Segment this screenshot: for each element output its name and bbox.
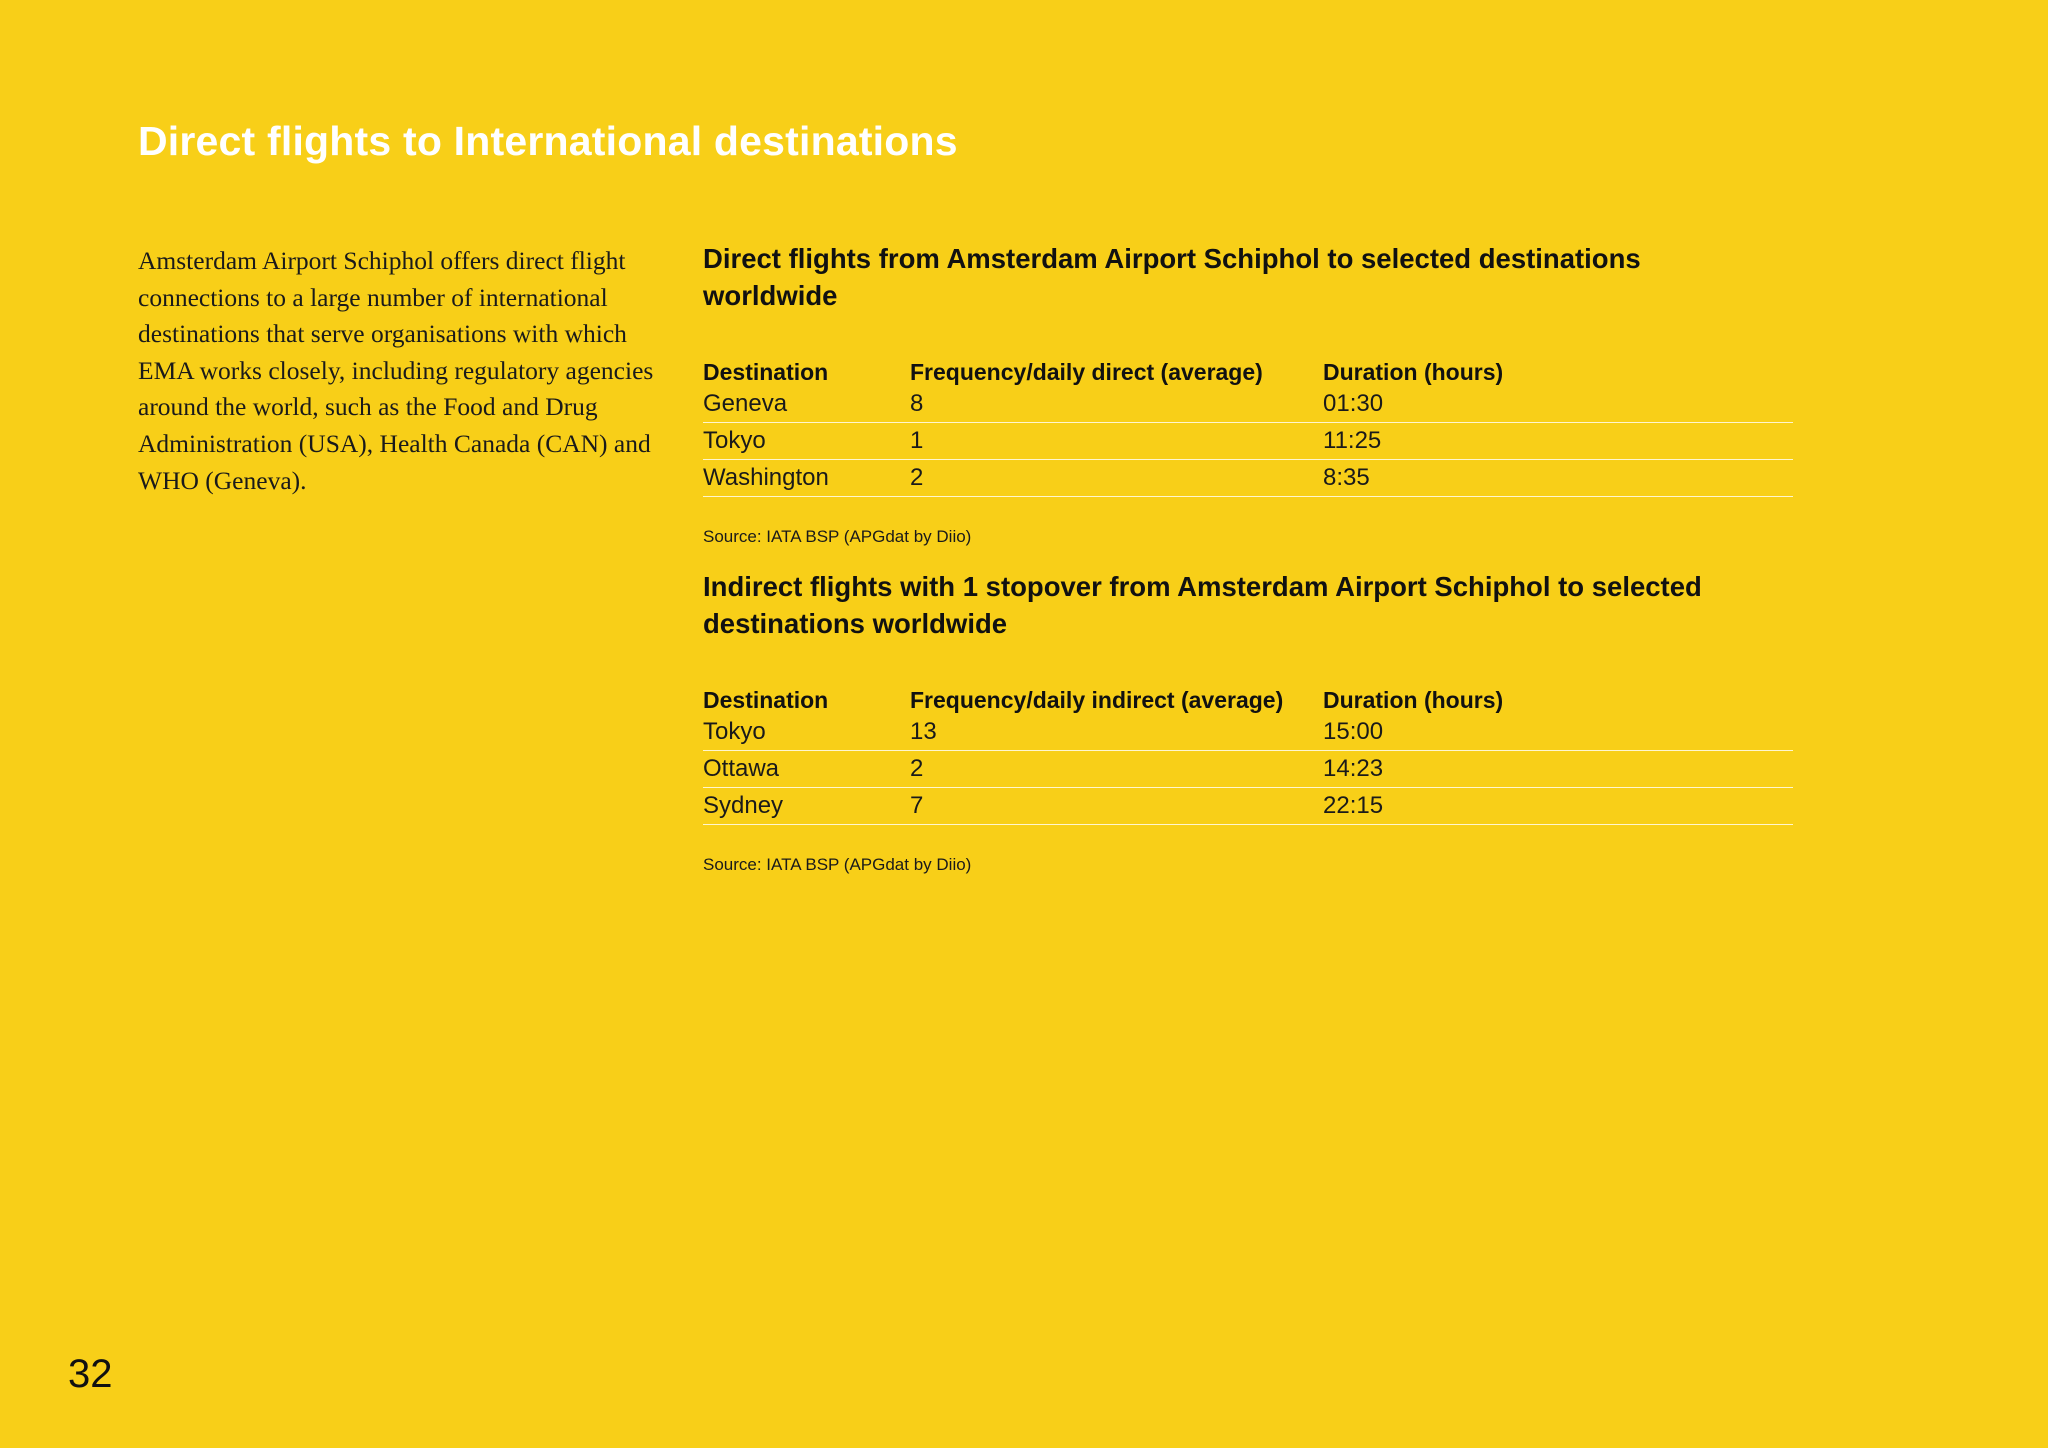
table-row — [703, 386, 1793, 423]
indirect-flights-table — [703, 680, 1793, 825]
column-header-destination: Destination — [703, 687, 829, 713]
indirect-flights-heading: Indirect flights with 1 stopover from Amsterdam Airport Schiphol to selected destinations worldwide — [703, 571, 1702, 639]
column-header-frequency: Frequency/daily indirect (average) — [910, 687, 1284, 713]
cell-duration: 15:00 — [1323, 714, 1793, 751]
column-header-frequency: Frequency/daily direct (average) — [910, 359, 1263, 385]
cell-frequency: 1 — [910, 423, 1323, 460]
page-number: 32 — [68, 1352, 113, 1396]
table-row — [703, 751, 1793, 788]
indirect-flights-section — [703, 568, 1793, 875]
cell-duration: 14:23 — [1323, 751, 1793, 788]
table-row — [703, 714, 1793, 751]
direct-flights-heading: Direct flights from Amsterdam Airport Schiphol to selected destinations worldwide — [703, 243, 1641, 311]
direct-source-note: Source: IATA BSP (APGdat by Diio) — [703, 527, 972, 546]
table-row — [703, 460, 1793, 497]
column-header-duration: Duration (hours) — [1323, 687, 1504, 713]
table-row — [703, 423, 1793, 460]
cell-destination: Washington — [703, 460, 910, 497]
cell-duration: 11:25 — [1323, 423, 1793, 460]
cell-frequency: 8 — [910, 386, 1323, 423]
cell-destination: Geneva — [703, 386, 910, 423]
cell-frequency: 13 — [910, 714, 1323, 751]
direct-flights-table — [703, 352, 1793, 497]
cell-duration: 22:15 — [1323, 788, 1793, 825]
column-header-destination: Destination — [703, 359, 829, 385]
table-header-row — [703, 680, 1793, 714]
cell-destination: Tokyo — [703, 714, 910, 751]
column-header-duration: Duration (hours) — [1323, 359, 1504, 385]
cell-destination: Tokyo — [703, 423, 910, 460]
intro-paragraph: Amsterdam Airport Schiphol offers direct flight connections to a large number of international destinations that serve organisations with which EMA works closely, including regulatory agencies around the world, such as the Food and Drug Administration (USA), Health Canada (CAN) and WHO (Geneva). — [138, 246, 654, 495]
cell-duration: 8:35 — [1323, 460, 1793, 497]
cell-destination: Sydney — [703, 788, 910, 825]
table-row — [703, 788, 1793, 825]
cell-frequency: 2 — [910, 460, 1323, 497]
indirect-source-note: Source: IATA BSP (APGdat by Diio) — [703, 855, 972, 874]
cell-duration: 01:30 — [1323, 386, 1793, 423]
cell-frequency: 7 — [910, 788, 1323, 825]
page-title: Direct flights to International destinations — [138, 118, 958, 164]
table-header-row — [703, 352, 1793, 386]
cell-frequency: 2 — [910, 751, 1323, 788]
direct-flights-section — [703, 240, 1793, 547]
cell-destination: Ottawa — [703, 751, 910, 788]
